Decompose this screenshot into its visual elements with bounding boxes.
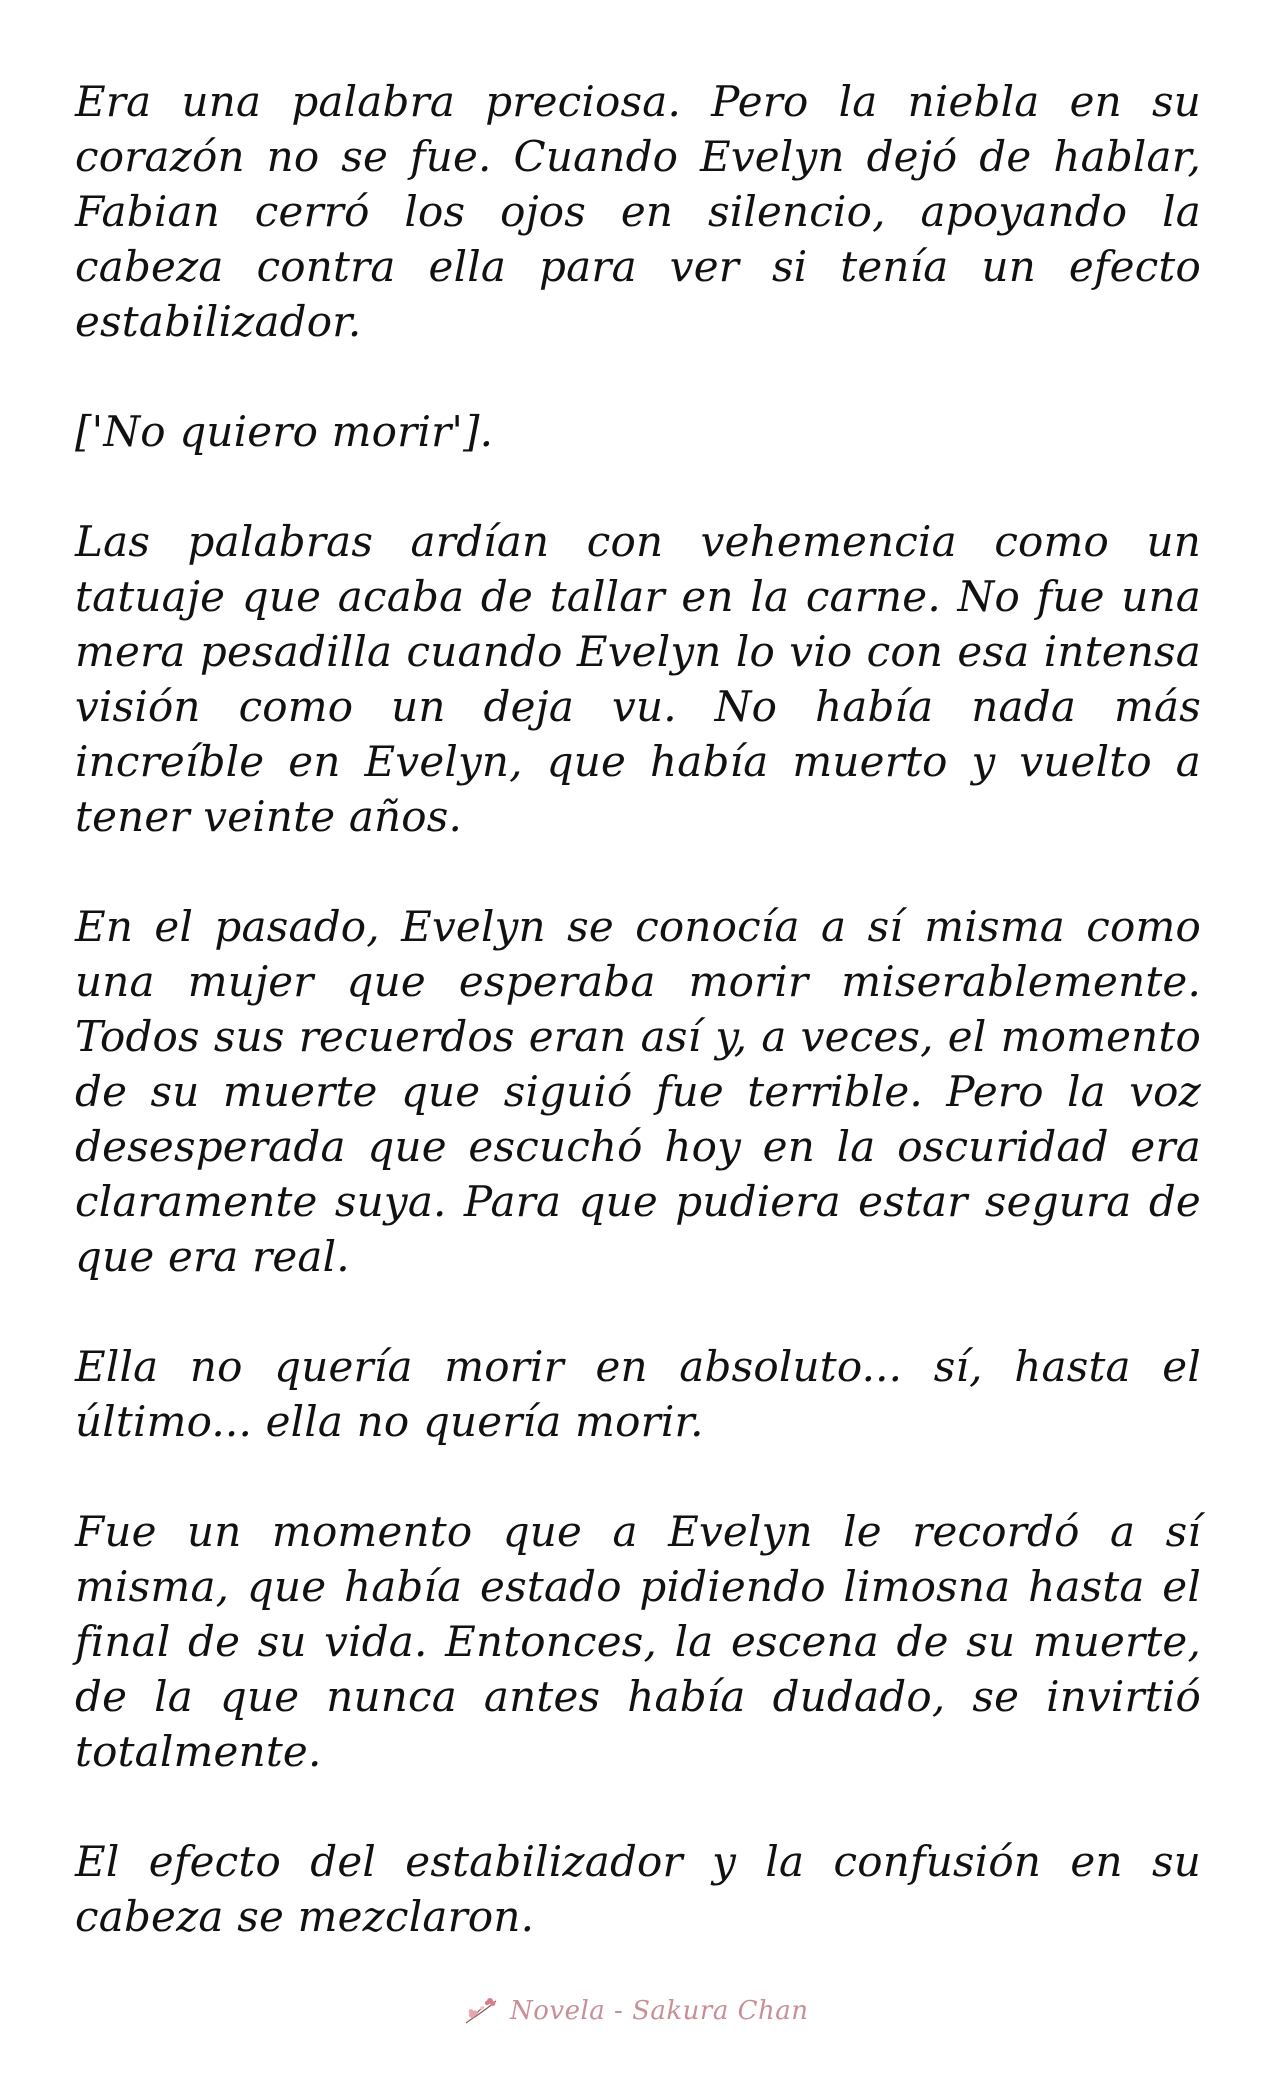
paragraph-7: El efecto del estabilizador y la confusión en su cabeza se mezclaron. — [75, 1837, 1201, 1941]
text-column — [75, 74, 1201, 1999]
paragraph-6: Fue un momento que a Evelyn le recordó a sí misma, que había estado pidiendo limosna hasta el final de su vida. Entonces, la escena de su muerte, de la que nunca antes había dudado, se invirtió totalmente. — [75, 1507, 1201, 1776]
watermark — [462, 1993, 809, 2029]
paragraph-1: Era una palabra preciosa. Pero la niebla en su corazón no se fue. Cuando Evelyn dejó de hablar, Fabian cerró los ojos en silencio, apoyando la cabeza contra ella para ver si tenía un efecto estabilizador. — [75, 77, 1201, 346]
paragraph-5: Ella no quería morir en absoluto... sí, hasta el último... ella no quería morir. — [75, 1342, 1201, 1446]
watermark-text: Novela - Sakura Chan — [510, 1996, 809, 2026]
paragraph-2: ['No quiero morir']. — [75, 407, 494, 456]
paragraph-3: Las palabras ardían con vehemencia como un tatuaje que acaba de tallar en la carne. No fue una mera pesadilla cuando Evelyn lo vio con esa intensa visión como un deja vu. No había nada más increíble en Evelyn, que había muerto y vuelto a tener veinte años. — [75, 517, 1201, 841]
paragraph-4: En el pasado, Evelyn se conocía a sí misma como una mujer que esperaba morir miserablemente. Todos sus recuerdos eran así y, a veces, el momento de su muerte que siguió fue terrible. Pero la voz desesperada que escuchó hoy en la oscuridad era claramente suya. Para que pudiera estar segura de que era real. — [75, 902, 1201, 1281]
sakura-blossom-icon — [462, 1993, 502, 2029]
